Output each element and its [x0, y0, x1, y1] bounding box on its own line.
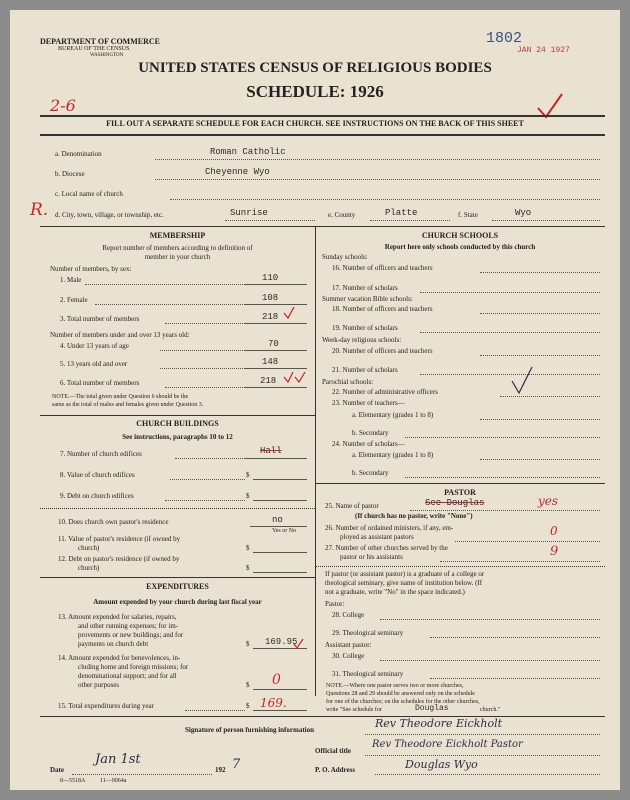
q5-label: 5. 13 years old and over [60, 360, 128, 368]
q3-check [282, 306, 296, 320]
diocese-value: Cheyenne Wyo [205, 167, 270, 177]
q6-label: 6. Total number of members [60, 379, 140, 387]
sunday-heading: Sunday schools: [322, 253, 368, 261]
census-schedule-page [10, 10, 620, 790]
q14-label-2: cluding home and foreign missions; for [78, 663, 189, 671]
stamp-date: JAN 24 1927 [517, 46, 570, 55]
parochial-heading: Parochial schools: [322, 378, 374, 386]
q7-value: Hall [260, 446, 282, 456]
q30-label: 30. College [332, 652, 365, 660]
q15-dollar: $ [246, 702, 250, 710]
bureau-line: BUREAU OF THE CENSUS [58, 46, 130, 52]
form-number-2: 11—9064a [100, 778, 127, 784]
membership-note: NOTE.—The total given under Question 6 should be the [52, 394, 189, 400]
q13-label-3: provements or new buildings; and for [78, 631, 184, 639]
city-value: Sunrise [230, 208, 268, 218]
red-check-mark [535, 92, 565, 122]
q26-value: 0 [550, 524, 558, 538]
q15-value: 169. [260, 696, 287, 710]
q12-dollar: $ [246, 564, 250, 572]
county-value: Platte [385, 208, 418, 218]
q9-label: 9. Debt on church edifices [60, 492, 134, 500]
q23-label: 23. Number of teachers— [332, 399, 405, 407]
q13-label: 13. Amount expended for salaries, repairs, [58, 613, 177, 621]
signature-value: Rev Theodore Eickholt [375, 717, 503, 730]
buildings-subheading: See instructions, paragraphs 10 to 12 [122, 433, 233, 441]
q1-value: 110 [262, 273, 279, 283]
q22-label: 22. Number of administrative officers [332, 388, 438, 396]
q7-label: 7. Number of church edifices [60, 450, 142, 458]
city-label: d. City, town, village, or township, etc. [55, 211, 164, 219]
age-heading: Number of members under and over 13 years old: [50, 331, 190, 339]
see-schedule-value: Douglas [415, 704, 449, 713]
department-line: DEPARTMENT OF COMMERCE [40, 37, 161, 46]
signature-label: Signature of person furnishing information [185, 726, 314, 734]
pastor-note-2: Questions 28 and 29 should be answered only on the schedule [326, 691, 475, 697]
county-label: e. County [328, 211, 356, 219]
pastor-subheading: Pastor: [325, 600, 345, 608]
yes-no-caption: Yes or No [272, 528, 297, 534]
q11-dollar: $ [246, 544, 250, 552]
q10-label: 10. Does church own pastor's residence [58, 518, 169, 526]
title-label: Official title [315, 747, 351, 755]
membership-heading: MEMBERSHIP [149, 231, 206, 240]
membership-intro: Report number of members according to definition of [102, 244, 253, 252]
q13-dollar: $ [246, 640, 250, 648]
denomination-value: Roman Catholic [210, 147, 286, 157]
q23b-label: b. Secondary [352, 429, 389, 437]
po-address-label: P. O. Address [315, 766, 356, 774]
pastor-note-3: for one of the churches; on the schedules for the other churches, [326, 699, 480, 705]
q8-dollar: $ [246, 471, 250, 479]
denomination-label: a. Denomination [55, 150, 102, 158]
schools-subheading: Report here only schools conducted by this church [384, 243, 536, 251]
q3-label: 3. Total number of members [60, 315, 140, 323]
q25-value: See Douglas [425, 498, 485, 508]
q2-label: 2. Female [60, 296, 88, 304]
year-prefix: 192 [215, 766, 226, 774]
local-name-label: c. Local name of church [55, 190, 123, 198]
schedule-title: SCHEDULE: 1926 [246, 82, 384, 101]
q18-label: 18. Number of officers and teachers [332, 305, 433, 313]
pastor-heading: PASTOR [444, 488, 476, 497]
q27-label-2: pastor or his assistants [340, 553, 403, 561]
pastor-note: NOTE.—Where one pastor serves two or more churches, [326, 683, 464, 689]
membership-intro-2: member in your church [144, 253, 211, 261]
q31-label: 31. Theological seminary [332, 670, 404, 678]
state-value: Wyo [515, 208, 532, 218]
graduate-instruction-3: not a graduate, write "No" in the space indicated.) [325, 588, 465, 596]
graduate-instruction-2: theological seminary, give name of institution below. (If [325, 579, 483, 587]
year-value: 7 [232, 757, 241, 772]
q14-label: 14. Amount expended for benevolences, in- [58, 654, 181, 662]
pastor-note-4: write "See schedule for [326, 707, 382, 713]
hand-code: 2-6 [50, 96, 76, 115]
q2-value: 108 [262, 293, 279, 303]
q6-value: 218 [260, 376, 277, 386]
state-label: f. State [458, 211, 478, 219]
summer-heading: Summer vacation Bible schools: [322, 295, 413, 303]
q13-check [292, 638, 306, 650]
q4-label: 4. Under 13 years of age [60, 342, 129, 350]
q11-label: 11. Value of pastor's residence (if owned by [58, 535, 181, 543]
stamp-number: 1802 [486, 30, 523, 47]
city-line: WASHINGTON [90, 53, 124, 58]
q5-value: 148 [262, 357, 279, 367]
q16-label: 16. Number of officers and teachers [332, 264, 433, 272]
q3-value: 218 [262, 312, 279, 322]
po-address-value: Douglas Wyo [405, 758, 478, 771]
q14-label-3: denominational support; and for all [78, 672, 177, 680]
expenditures-subheading: Amount expended by your church during last fiscal year [93, 598, 262, 606]
q25-sub: (If church has no pastor, write "None") [355, 512, 473, 520]
q25-hand-note: yes [538, 494, 559, 508]
q12-label: 12. Debt on pastor's residence (if owned by [58, 555, 180, 563]
assistant-subheading: Assistant pastor: [325, 641, 372, 649]
q14-dollar: $ [246, 681, 250, 689]
q21-label: 21. Number of scholars [332, 366, 398, 374]
diocese-label: b. Diocese [55, 170, 85, 178]
q20-label: 20. Number of officers and teachers [332, 347, 433, 355]
q29-label: 29. Theological seminary [332, 629, 404, 637]
expenditures-heading: EXPENDITURES [146, 582, 209, 591]
by-sex-heading: Number of members, by sex: [50, 265, 132, 273]
margin-r-mark: R. [30, 200, 49, 220]
q27-value: 9 [550, 544, 559, 559]
q24a-label: a. Elementary (grades 1 to 8) [352, 451, 434, 459]
q15-label: 15. Total expenditures during year [58, 702, 154, 710]
date-value: Jan 1st [95, 752, 141, 767]
title-value: Rev Theodore Eickholt Pastor [372, 739, 523, 750]
q26-label-2: ployed as assistant pastors [340, 533, 414, 541]
q26-label: 26. Number of ordained ministers, if any, em- [325, 524, 454, 532]
instruction-banner: FILL OUT A SEPARATE SCHEDULE FOR EACH CHURCH. SEE INSTRUCTIONS ON THE BACK OF THIS SHEET [106, 119, 524, 128]
q24-label: 24. Number of scholars— [332, 440, 405, 448]
q10-value: no [272, 515, 283, 525]
form-number: 8—5518A [60, 778, 86, 784]
q14-value: 0 [272, 672, 281, 688]
q14-label-4: other purposes [78, 681, 120, 689]
q13-label-2: and other running expenses; for im- [78, 622, 179, 630]
weekday-heading: Week-day religious schools: [322, 336, 402, 344]
graduate-instruction: If pastor (or assistant pastor) is a graduate of a college or [325, 570, 485, 578]
q17-label: 17. Number of scholars [332, 284, 398, 292]
schools-check-mark [510, 365, 534, 397]
pastor-note-4-end: church." [480, 707, 501, 713]
q24b-label: b. Secondary [352, 469, 389, 477]
schools-heading: CHURCH SCHOOLS [421, 231, 499, 240]
q19-label: 19. Number of scholars [332, 324, 398, 332]
q13-value: 169.95 [265, 637, 298, 647]
q4-value: 70 [268, 339, 279, 349]
q27-label: 27. Number of other churches served by the [325, 544, 448, 552]
q1-label: 1. Male [60, 276, 82, 284]
q12-label-2: church) [78, 564, 100, 572]
form-title: UNITED STATES CENSUS OF RELIGIOUS BODIES [138, 60, 492, 76]
q13-label-4: payments on church debt [78, 640, 149, 648]
q9-dollar: $ [246, 492, 250, 500]
date-label: Date [50, 766, 64, 774]
q6-check [282, 370, 308, 384]
buildings-heading: CHURCH BUILDINGS [136, 419, 219, 428]
q25-label: 25. Name of pastor [325, 502, 379, 510]
q11-label-2: church) [78, 544, 100, 552]
q28-label: 28. College [332, 611, 365, 619]
membership-note-2: same as the total of males and females given under Question 3. [52, 402, 204, 408]
q8-label: 8. Value of church edifices [60, 471, 135, 479]
q23a-label: a. Elementary (grades 1 to 8) [352, 411, 434, 419]
